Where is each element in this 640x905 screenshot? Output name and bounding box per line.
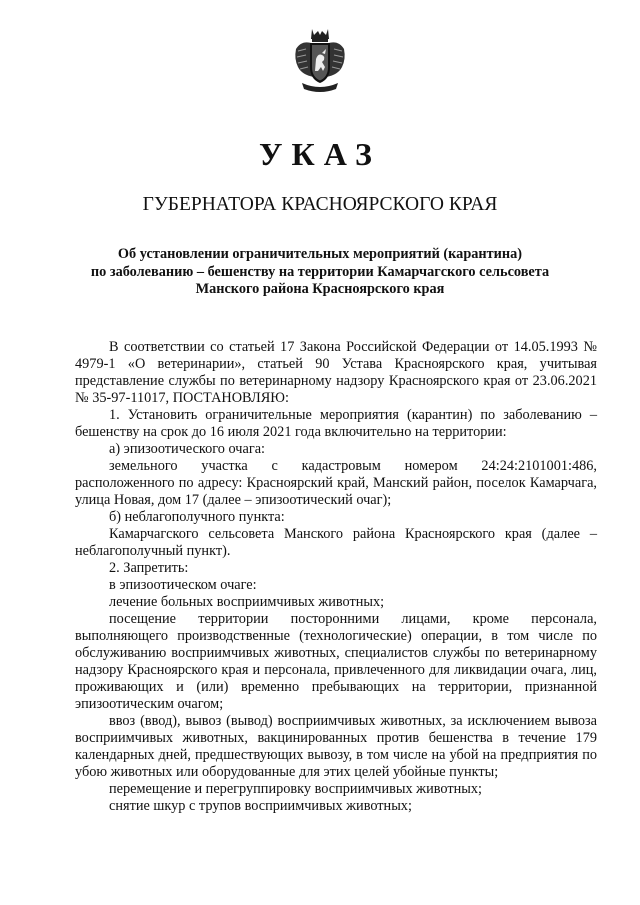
body-paragraph: земельного участка с кадастровым номером 24:24:2101001:486, расположенного по адресу: Красноярский край, Манский район, поселок Камарчага, улица Новая, дом 17 (далее – эпизоотический очаг);: [75, 458, 597, 508]
decree-title: УКАЗ: [259, 136, 381, 172]
body-paragraph: перемещение и перегруппировку восприимчивых животных;: [109, 781, 482, 797]
decree-heading: [60, 246, 580, 299]
body-paragraph: В соответствии со статьей 17 Закона Российской Федерации от 14.05.1993 № 4979-1 «О ветеринарии», статьей 90 Устава Красноярского края, учитывая представление службы по ветеринарному надзору Красноярского края от 23.06.2021 № 35-97-11017, ПОСТАНОВЛЯЮ:: [75, 339, 597, 406]
decree-issuer: ГУБЕРНАТОРА КРАСНОЯРСКОГО КРАЯ: [142, 194, 498, 215]
body-paragraph: в эпизоотическом очаге:: [109, 577, 257, 593]
body-paragraph: лечение больных восприимчивых животных;: [109, 594, 385, 610]
heading-line: Об установлении ограничительных мероприятий (карантина): [117, 246, 523, 262]
heading-line: по заболеванию – бешенству на территории Камарчагского сельсовета: [90, 263, 550, 280]
body-paragraph: посещение территории посторонними лицами, кроме персонала, выполняющего производственные (технологические) операции, в том числе по обслуживанию восприимчивых животных, специалистов службы по ветеринарному надзору Красноярского края и персонала, привлеченного для ликвидации очага, лиц, проживающих и (или) временно пребывающих на территории, признанной эпизоотическим очагом;: [75, 611, 597, 712]
body-paragraph: Камарчагского сельсовета Манского района Красноярского края (далее – неблагополучный пункт).: [75, 526, 597, 559]
body-paragraph: б) неблагополучного пункта:: [109, 509, 285, 525]
body-paragraph: снятие шкур с трупов восприимчивых животных;: [109, 798, 412, 814]
heading-line: Манского района Красноярского края: [195, 281, 445, 297]
body-paragraph: ввоз (ввод), вывоз (вывод) восприимчивых животных, за исключением вывоза восприимчивых животных, вакцинированных против бешенства в течение 179 календарных дней, предшествующих вывозу, в том числе на убой на предприятия по убою животных или оборудованные для этих целей убойные пункты;: [75, 713, 597, 780]
body-paragraph: 2. Запретить:: [109, 560, 189, 576]
decree-body: [75, 339, 597, 815]
coat-of-arms-icon: [292, 27, 348, 95]
body-paragraph: а) эпизоотического очага:: [109, 441, 266, 457]
body-paragraph: 1. Установить ограничительные мероприятия (карантин) по заболеванию – бешенству на срок до 16 июля 2021 года включительно на территории:: [75, 407, 597, 440]
